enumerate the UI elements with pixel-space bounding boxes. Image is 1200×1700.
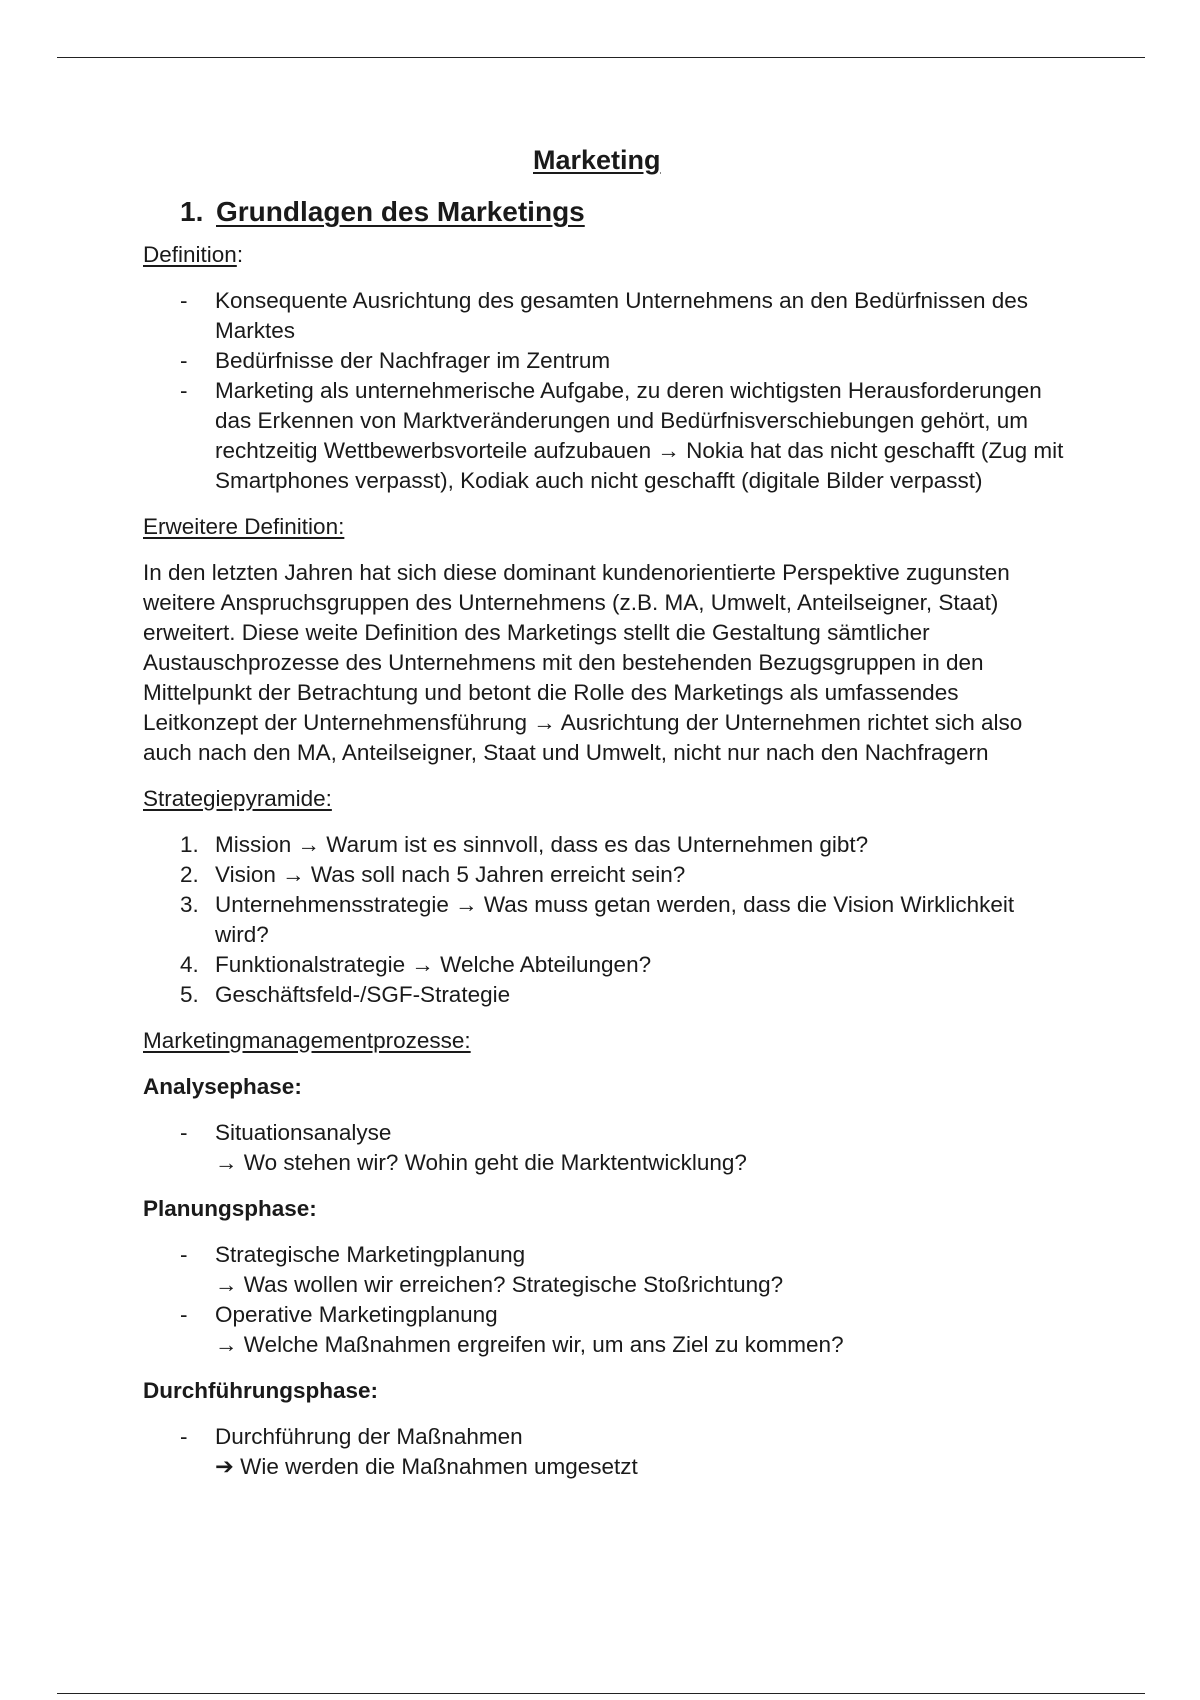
- execution-phase-label: Durchführungsphase:: [143, 1378, 379, 1403]
- section-heading: [180, 192, 585, 232]
- section-heading-text: Grundlagen des Marketings: [216, 196, 585, 227]
- list-item: 3. Unternehmensstrategie → Was muss getan werden, dass die Vision Wirklichkeit wird?: [180, 892, 1015, 947]
- planning-phase-label: Planungsphase:: [143, 1196, 317, 1221]
- definition-list: [143, 286, 1073, 496]
- header-rule: [57, 57, 1145, 58]
- document-body: [143, 240, 1073, 1498]
- section-number: 1.: [180, 196, 204, 227]
- list-item: 2. Vision → Was soll nach 5 Jahren erreicht sein?: [180, 862, 686, 887]
- document-title-text: Marketing: [533, 145, 661, 175]
- analysis-phase-label: Analysephase:: [143, 1074, 302, 1099]
- list-item: - Marketing als unternehmerische Aufgabe, zu deren wichtigsten Herausforderungen das Erkennen von Marktveränderungen und Bedürfnisverschiebungen gehört, um rechtzeitig Wettbewerbsvorteile aufzubauen → Nokia hat das nicht geschafft (Zug mit Smartphones verpasst), Kodiak auch nicht geschafft (digitale Bilder verpasst): [180, 378, 1064, 493]
- list-item: - Operative Marketingplanung → Welche Maßnahmen ergreifen wir, um ans Ziel zu kommen?: [180, 1302, 844, 1357]
- list-item: - Durchführung der Maßnahmen ➔ Wie werden die Maßnahmen umgesetzt: [180, 1424, 638, 1479]
- strategy-pyramid-list: [143, 830, 1073, 1010]
- extended-definition-label: Erweitere Definition:: [143, 514, 345, 539]
- analysis-phase-list: [143, 1118, 1073, 1178]
- list-item: 1. Mission → Warum ist es sinnvoll, dass es das Unternehmen gibt?: [180, 832, 869, 857]
- document-title: [143, 140, 1073, 184]
- list-item: - Bedürfnisse der Nachfrager im Zentrum: [180, 348, 611, 373]
- list-item: - Konsequente Ausrichtung des gesamten Unternehmens an den Bedürfnissen des Marktes: [180, 288, 1029, 343]
- processes-label: Marketingmanagementprozesse:: [143, 1028, 471, 1053]
- list-item: 4. Funktionalstrategie → Welche Abteilungen?: [180, 952, 652, 977]
- extended-definition-text: In den letzten Jahren hat sich diese dominant kundenorientierte Perspektive zugunsten weitere Anspruchsgruppen des Unternehmens (z.B. MA, Umwelt, Anteilseigner, Staat) erweitert. Diese weite Definition des Marketings stellt die Gestaltung sämtlicher Austauschprozesse des Unternehmens mit den bestehenden Bezugsgruppen in den Mittelpunkt der Betrachtung und betont die Rolle des Marketings als umfassendes Leitkonzept der Unternehmensführung → Ausrichtung der Unternehmen richtet sich also auch nach den MA, Anteilseigner, Staat und Umwelt, nicht nur nach den Nachfragern: [143, 560, 1023, 765]
- strategy-pyramid-label: Strategiepyramide:: [143, 786, 332, 811]
- list-item: - Situationsanalyse → Wo stehen wir? Wohin geht die Marktentwicklung?: [180, 1120, 747, 1175]
- list-item: 5. Geschäftsfeld-/SGF-Strategie: [180, 982, 511, 1007]
- list-item: - Strategische Marketingplanung → Was wollen wir erreichen? Strategische Stoßrichtung?: [180, 1242, 784, 1297]
- execution-phase-list: [143, 1422, 1073, 1482]
- planning-phase-list: [143, 1240, 1073, 1360]
- definition-label: Definition:: [143, 242, 244, 267]
- footer-rule: [57, 1693, 1145, 1694]
